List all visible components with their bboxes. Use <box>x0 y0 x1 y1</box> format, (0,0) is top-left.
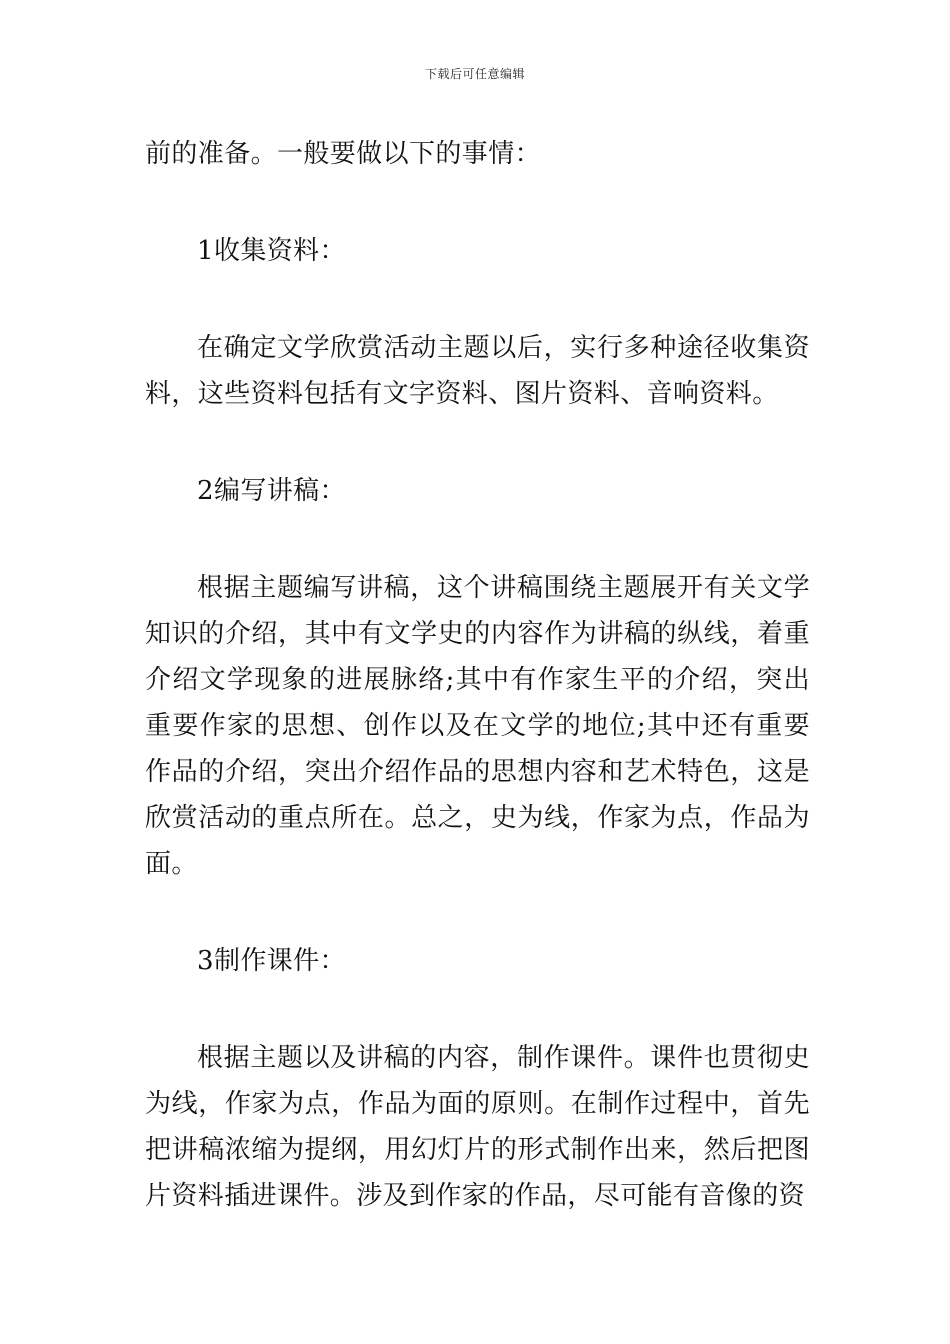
paragraph-courseware: 根据主题以及讲稿的内容，制作课件。课件也贯彻史为线，作家为点，作品为面的原则。在制作过程中，首先把讲稿浓缩为提纲，用幻灯片的形式制作出来，然后把图片资料插进课件。涉及到作家的作品，尽可能有音像的资 <box>145 1043 810 1211</box>
paragraph-collect: 在确定文学欣赏活动主题以后，实行多种途径收集资料，这些资料包括有文字资料、图片资料、音响资料。 <box>145 333 810 409</box>
document-body <box>145 131 810 1219</box>
section-heading-collect: 1收集资料： <box>197 236 346 266</box>
page-header: 下载后可任意编辑 <box>424 67 525 81</box>
section-heading-script: 2编写讲稿： <box>197 476 346 506</box>
paragraph-script: 根据主题编写讲稿，这个讲稿围绕主题展开有关文学知识的介绍，其中有文学史的内容作为讲稿的纵线，着重介绍文学现象的进展脉络;其中有作家生平的介绍，突出重要作家的思想、创作以及在文学的地位;其中还有重要作品的介绍，突出介绍作品的思想内容和艺术特色，这是欣赏活动的重点所在。总之，史为线，作家为点，作品为面。 <box>145 573 810 879</box>
paragraph-intro: 前的准备。一般要做以下的事情： <box>145 139 542 169</box>
section-heading-courseware: 3制作课件： <box>197 946 346 976</box>
